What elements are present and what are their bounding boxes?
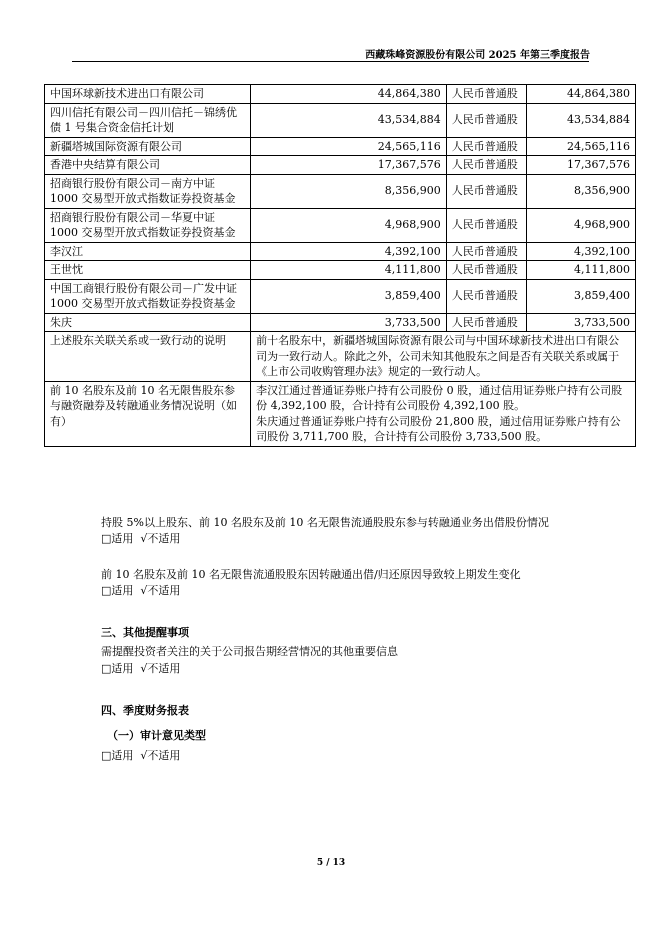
- section-3-title: 三、其他提醒事项: [101, 626, 189, 639]
- section-3-options: □适用 √不适用: [101, 662, 181, 675]
- margin-text: [251, 381, 636, 446]
- table-row: [45, 174, 636, 208]
- section-4-title: 四、季度财务报表: [101, 704, 189, 717]
- audit-opinion-options: □适用 √不适用: [101, 749, 181, 762]
- shares-held: 17,367,576: [251, 156, 447, 175]
- shareholder-name: 招商银行股份有限公司－南方中证 1000 交易型开放式指数证券投资基金: [45, 174, 251, 208]
- relation-text: 前十名股东中，新疆塔城国际资源有限公司与中国环球新技术进出口有限公司为一致行动人。除此之外，公司未知其他股东之间是否有关联关系或属于《上市公司收购管理办法》规定的一致行动人。: [251, 332, 636, 382]
- table-row: [45, 103, 636, 137]
- share-count: 43,534,884: [527, 103, 636, 137]
- shareholder-name: 香港中央结算有限公司: [45, 156, 251, 175]
- shareholder-name: 中国工商银行股份有限公司－广发中证 1000 交易型开放式指数证券投资基金: [45, 279, 251, 313]
- relation-label: 上述股东关联关系或一致行动的说明: [45, 332, 251, 382]
- shares-held: 3,733,500: [251, 313, 447, 332]
- shareholder-name: 王世忱: [45, 261, 251, 280]
- share-count: 3,733,500: [527, 313, 636, 332]
- shares-held: 3,859,400: [251, 279, 447, 313]
- share-count: 3,859,400: [527, 279, 636, 313]
- share-count: 4,392,100: [527, 242, 636, 261]
- relation-row: [45, 332, 636, 382]
- share-type: 人民币普通股: [446, 174, 526, 208]
- share-count: 8,356,900: [527, 174, 636, 208]
- share-type: 人民币普通股: [446, 279, 526, 313]
- share-type: 人民币普通股: [446, 156, 526, 175]
- table-row: [45, 85, 636, 104]
- share-count: 4,968,900: [527, 208, 636, 242]
- shares-held: 24,565,116: [251, 137, 447, 156]
- page-number: 5 / 13: [316, 858, 346, 868]
- shares-held: 4,968,900: [251, 208, 447, 242]
- share-type: 人民币普通股: [446, 137, 526, 156]
- share-type: 人民币普通股: [446, 208, 526, 242]
- share-count: 17,367,576: [527, 156, 636, 175]
- margin-label: 前 10 名股东及前 10 名无限售股东参与融资融券及转融通业务情况说明（如有）: [45, 381, 251, 446]
- shareholder-name: 李汉江: [45, 242, 251, 261]
- share-type: 人民币普通股: [446, 313, 526, 332]
- shares-held: 43,534,884: [251, 103, 447, 137]
- shares-held: 44,864,380: [251, 85, 447, 104]
- table-row: [45, 137, 636, 156]
- share-type: 人民币普通股: [446, 242, 526, 261]
- share-count: 24,565,116: [527, 137, 636, 156]
- share-type: 人民币普通股: [446, 85, 526, 104]
- securities-lending-question: 持股 5%以上股东、前 10 名股东及前 10 名无限售流通股股东参与转融通业务出借股份情况: [101, 516, 549, 529]
- shareholder-name: 四川信托有限公司－四川信托－锦绣优债 1 号集合资金信托计划: [45, 103, 251, 137]
- table-row: [45, 261, 636, 280]
- share-count: 4,111,800: [527, 261, 636, 280]
- section-3-text: 需提醒投资者关注的关于公司报告期经营情况的其他重要信息: [101, 645, 398, 658]
- table-row: [45, 208, 636, 242]
- table-row: [45, 279, 636, 313]
- audit-opinion-title: （一）审计意见类型: [107, 729, 206, 742]
- share-count: 44,864,380: [527, 85, 636, 104]
- share-type: 人民币普通股: [446, 103, 526, 137]
- report-header: 西藏珠峰资源股份有限公司 2025 年第三季度报告: [365, 50, 590, 61]
- table-row: [45, 156, 636, 175]
- margin-text-1: 李汉江通过普通证券账户持有公司股份 0 股，通过信用证券账户持有公司股份 4,392,100 股，合计持有公司股份 4,392,100 股。: [256, 383, 623, 412]
- shares-held: 4,392,100: [251, 242, 447, 261]
- shareholder-name: 新疆塔城国际资源有限公司: [45, 137, 251, 156]
- lending-change-question: 前 10 名股东及前 10 名无限售流通股股东因转融通出借/归还原因导致较上期发生变化: [101, 568, 521, 581]
- shareholder-name: 招商银行股份有限公司－华夏中证 1000 交易型开放式指数证券投资基金: [45, 208, 251, 242]
- table-row: [45, 313, 636, 332]
- lending-change-options: □适用 √不适用: [101, 584, 181, 597]
- table-row: [45, 242, 636, 261]
- securities-lending-options: □适用 √不适用: [101, 532, 181, 545]
- margin-text-2: 朱庆通过普通证券账户持有公司股份 21,800 股，通过信用证券账户持有公司股份 3,711,700 股，合计持有公司股份 3,733,500 股。: [256, 414, 621, 443]
- top-shareholders-table: [44, 84, 636, 447]
- share-type: 人民币普通股: [446, 261, 526, 280]
- shareholder-name: 朱庆: [45, 313, 251, 332]
- shareholder-name: 中国环球新技术进出口有限公司: [45, 85, 251, 104]
- shares-held: 8,356,900: [251, 174, 447, 208]
- header-divider: [72, 61, 589, 62]
- shares-held: 4,111,800: [251, 261, 447, 280]
- margin-row: [45, 381, 636, 446]
